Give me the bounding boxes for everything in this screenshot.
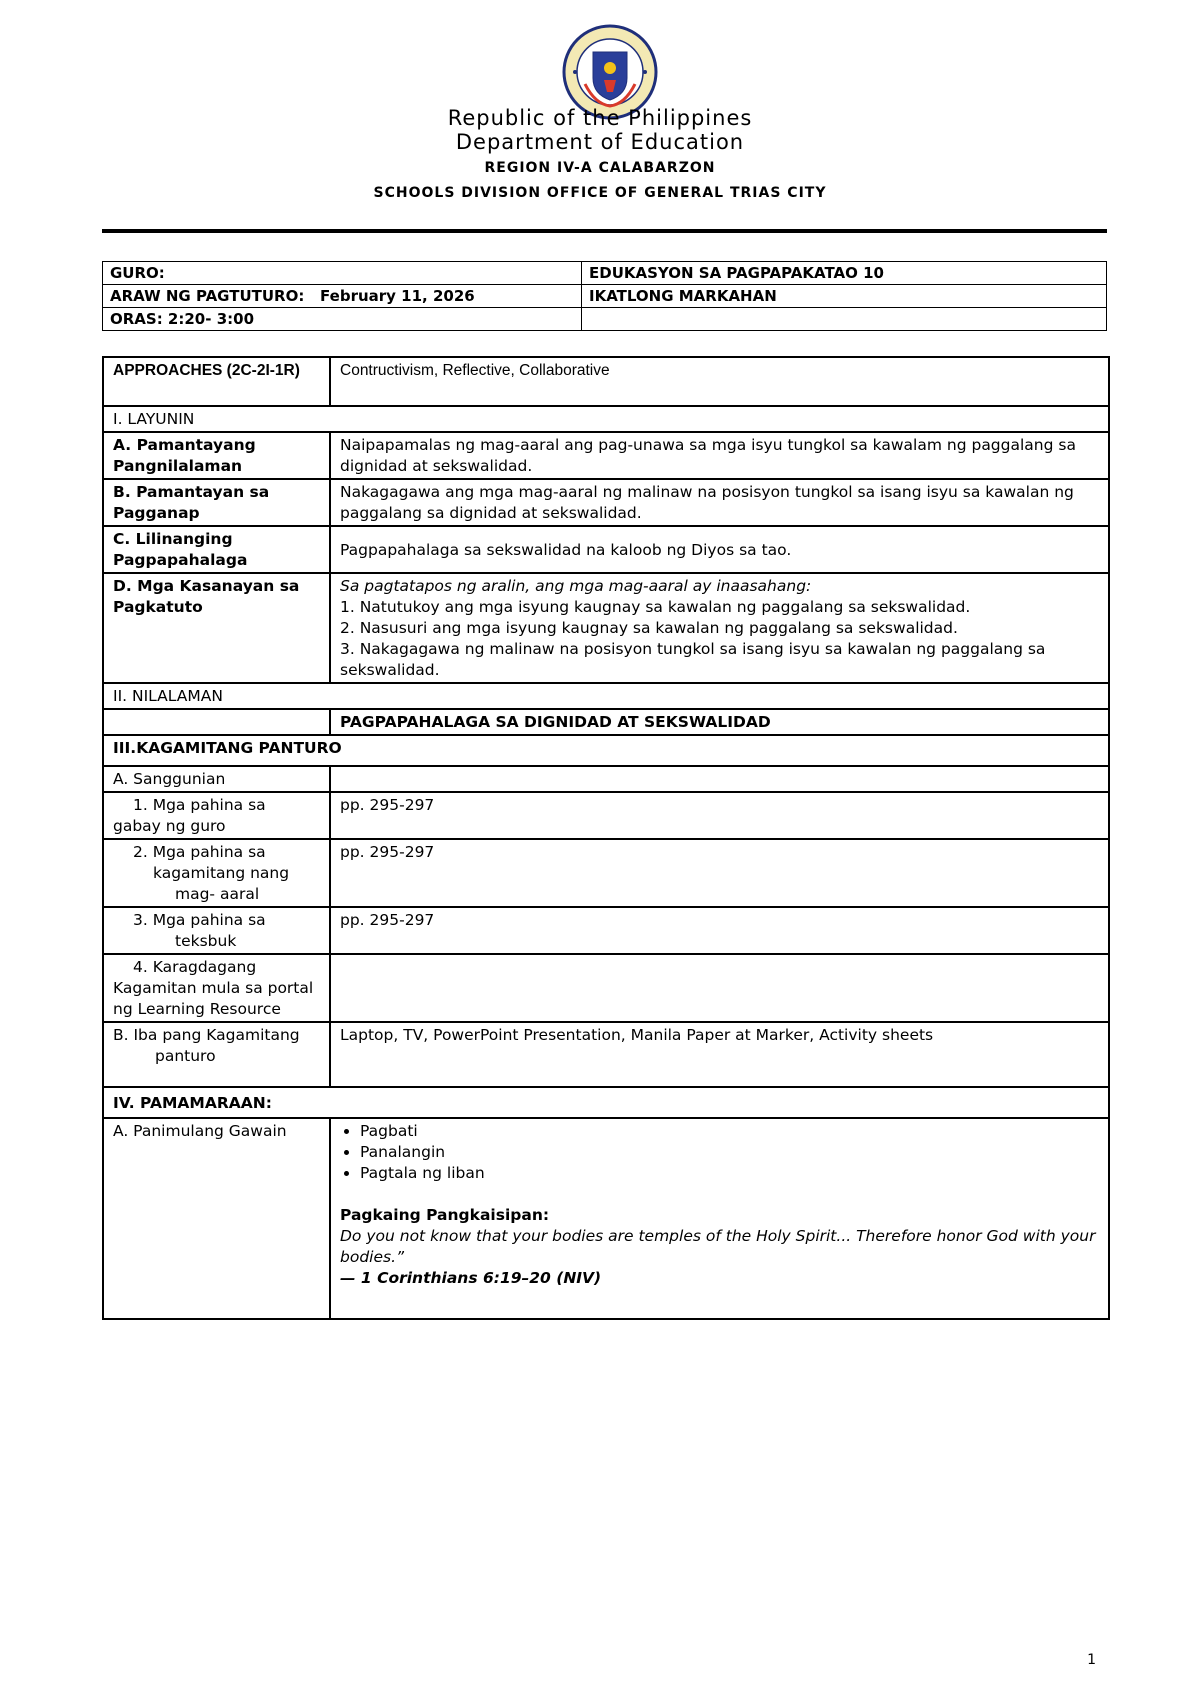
karagdagang-label xyxy=(103,954,330,1022)
page-number: 1 xyxy=(1087,1652,1096,1668)
iba-label-line: B. Iba pang Kagamitang xyxy=(113,1026,300,1044)
pamantayang-label: A. Pamantayang Pangnilalaman xyxy=(103,432,330,479)
gabay-value: pp. 295-297 xyxy=(330,792,1109,839)
table-row xyxy=(103,683,1109,709)
teksbuk-label-line: teksbuk xyxy=(175,932,237,950)
table-row xyxy=(103,1022,1109,1087)
empty-cell xyxy=(103,709,330,735)
panimula-list xyxy=(340,1121,1099,1184)
table-row xyxy=(103,735,1109,766)
araw-cell: ARAW NG PAGTUTURO: February 11, 2026 xyxy=(103,285,582,308)
table-row xyxy=(103,1087,1109,1118)
kagamitang-label-line: 2. Mga pahina sa xyxy=(133,843,266,861)
table-row xyxy=(103,1118,1109,1319)
iba-value: Laptop, TV, PowerPoint Presentation, Manila Paper at Marker, Activity sheets xyxy=(330,1022,1109,1087)
karagdagang-label-line: Kagamitan mula sa portal ng Learning Resource xyxy=(113,979,314,1018)
list-item: 3. Nakagagawa ng malinaw na posisyon tungkol sa isang isyu sa kawalan ng paggalang sa sekswalidad. xyxy=(340,640,1046,679)
table-row xyxy=(103,766,1109,792)
pagkaing-quote: Do you not know that your bodies are temples of the Holy Spirit... Therefore honor God with your bodies.” xyxy=(340,1227,1096,1266)
info-table xyxy=(102,261,1107,331)
kagamitang-label-line: mag- aaral xyxy=(175,885,260,903)
pagpapahalaga-label: C. Lilinanging Pagpapahalaga xyxy=(103,526,330,573)
list-item: 1. Natutukoy ang mga isyung kaugnay sa kawalan ng paggalang sa sekswalidad. xyxy=(340,598,971,616)
nilalaman-value: PAGPAPAHALAGA SA DIGNIDAD AT SEKSWALIDAD xyxy=(330,709,1109,735)
table-row xyxy=(103,954,1109,1022)
pagkaing-title: Pagkaing Pangkaisipan: xyxy=(340,1206,550,1224)
teksbuk-label-line: 3. Mga pahina sa xyxy=(133,911,266,929)
oras-cell: ORAS: 2:20- 3:00 xyxy=(103,308,582,331)
empty-cell xyxy=(330,766,1109,792)
kagamitang-value: pp. 295-297 xyxy=(330,839,1109,907)
panimula-value xyxy=(330,1118,1109,1319)
header-division: SCHOOLS DIVISION OFFICE OF GENERAL TRIAS CITY xyxy=(373,185,827,201)
list-item: • Panalangin xyxy=(360,1142,1099,1163)
header-republic: Republic of the Philippines xyxy=(447,106,753,130)
table-row xyxy=(103,839,1109,907)
empty-cell xyxy=(330,954,1109,1022)
table-row xyxy=(103,792,1109,839)
pamantayang-value: Naipapamalas ng mag-aaral ang pag-unawa sa mga isyu tungkol sa kawalam ng paggalang sa dignidad at sekswalidad. xyxy=(330,432,1109,479)
gabay-label-line: gabay ng guro xyxy=(113,817,226,835)
lesson-plan-table xyxy=(102,356,1110,1320)
table-row xyxy=(103,709,1109,735)
iba-label-line: panturo xyxy=(155,1047,216,1065)
list-item: • Pagtala ng liban xyxy=(360,1163,1099,1184)
table-row xyxy=(103,479,1109,526)
nilalaman-heading: II. NILALAMAN xyxy=(103,683,1109,709)
pagpapahalaga-value: Pagpapahalaga sa sekswalidad na kaloob ng Diyos sa tao. xyxy=(330,526,1109,573)
layunin-heading: I. LAYUNIN xyxy=(103,406,1109,432)
empty-cell xyxy=(582,308,1107,331)
kagamitang-label xyxy=(103,839,330,907)
pagkaing-source: — 1 Corinthians 6:19–20 (NIV) xyxy=(340,1269,602,1287)
list-item: • Pagbati xyxy=(360,1121,1099,1142)
approaches-value: Contructivism, Reflective, Collaborative xyxy=(330,357,1109,406)
kasanayan-intro: Sa pagtatapos ng aralin, ang mga mag-aaral ay inaasahang: xyxy=(340,577,812,595)
kagamitan-heading: III.KAGAMITANG PANTURO xyxy=(103,735,1109,766)
table-row xyxy=(103,357,1109,406)
pagganap-value: Nakagagawa ang mga mag-aaral ng malinaw na posisyon tungkol sa isang isyu sa kawalan ng paggalang sa dignidad at sekswalidad. xyxy=(330,479,1109,526)
panimula-label: A. Panimulang Gawain xyxy=(103,1118,330,1319)
table-row xyxy=(103,573,1109,683)
kasanayan-label: D. Mga Kasanayan sa Pagkatuto xyxy=(103,573,330,683)
guro-cell: GURO: xyxy=(103,262,582,285)
kasanayan-value xyxy=(330,573,1109,683)
table-row xyxy=(103,406,1109,432)
kagamitang-label-line: kagamitang nang xyxy=(153,864,290,882)
gabay-label-line: 1. Mga pahina sa xyxy=(133,796,266,814)
gabay-label xyxy=(103,792,330,839)
teksbuk-value: pp. 295-297 xyxy=(330,907,1109,954)
header-region: REGION IV-A CALABARZON xyxy=(484,160,716,176)
list-item: 2. Nasusuri ang mga isyung kaugnay sa kawalan ng paggalang sa sekswalidad. xyxy=(340,619,958,637)
subject-cell: EDUKASYON SA PAGPAPAKATAO 10 xyxy=(582,262,1107,285)
header-department: Department of Education xyxy=(455,130,745,154)
spacer xyxy=(340,1184,1099,1205)
table-row xyxy=(103,432,1109,479)
approaches-label: APPROACHES (2C-2I-1R) xyxy=(103,357,330,406)
sanggunian-label: A. Sanggunian xyxy=(103,766,330,792)
teksbuk-label xyxy=(103,907,330,954)
table-row xyxy=(103,907,1109,954)
pagganap-label: B. Pamantayan sa Pagganap xyxy=(103,479,330,526)
header-divider xyxy=(102,229,1107,233)
iba-label xyxy=(103,1022,330,1087)
table-row xyxy=(103,526,1109,573)
quarter-cell: IKATLONG MARKAHAN xyxy=(582,285,1107,308)
pamamaraan-heading: IV. PAMAMARAAN: xyxy=(103,1087,1109,1118)
karagdagang-label-line: 4. Karagdagang xyxy=(133,958,257,976)
